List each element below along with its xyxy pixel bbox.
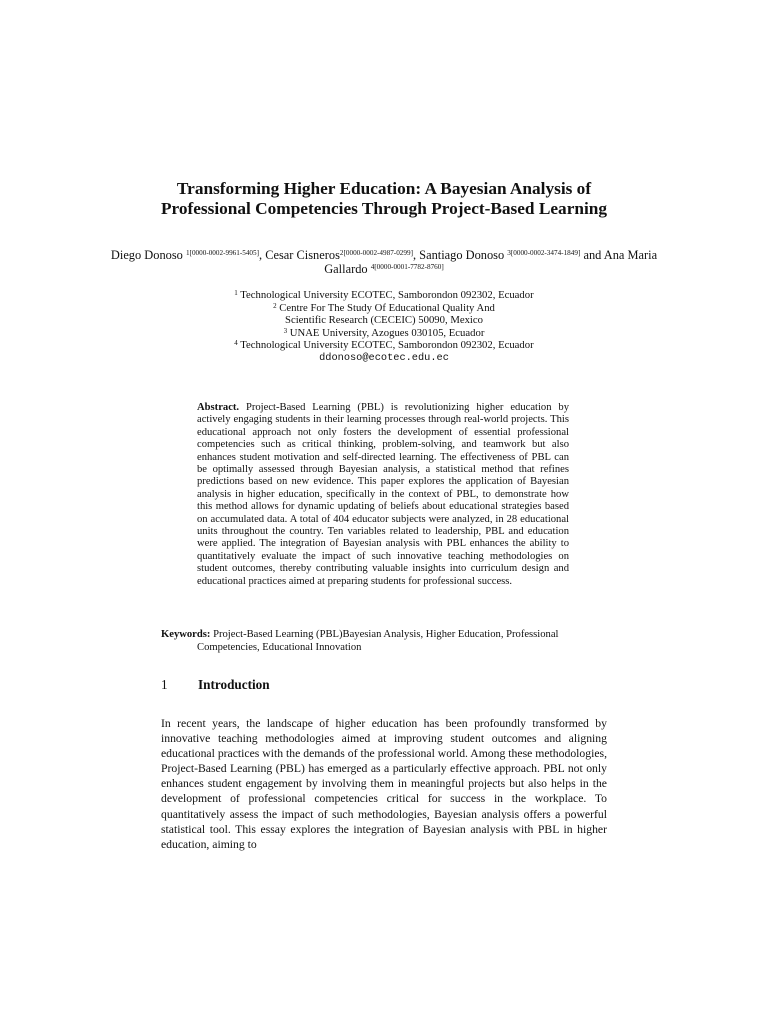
paper-title: Transforming Higher Education: A Bayesian Analysis of Professional Competencies Through Project-Based Learning [160,179,608,218]
abstract-label: Abstract. [197,402,240,413]
affiliation-marker: 3 [283,326,288,335]
author-orcid: 4[0000-0001-7782-8760] [370,263,444,271]
affiliation-line [110,289,658,302]
affiliation-marker: 4 [234,339,238,348]
affiliation-marker: 2 [273,301,277,310]
author-name: Ana Maria Gallardo [324,248,658,276]
affiliation-text: UNAE University, Azogues 030105, Ecuador [287,326,485,339]
author-name: Cesar Cisneros [265,248,340,262]
author-orcid: 3[0000-0002-3474-1849] [507,249,581,257]
affiliation-line [110,302,658,315]
author-name: Santiago Donoso [419,248,508,262]
author-name: Diego Donoso [110,248,186,262]
affiliation-text: Technological University ECOTEC, Samborondon 092302, Ecuador [237,339,534,352]
affiliation-text: Scientific Research (CECEIC) 50090, Mexico [285,314,483,327]
author-separator: , [412,248,420,262]
affiliation-line [110,327,658,340]
author-separator: and [580,248,604,262]
intro-paragraph: In recent years, the landscape of higher education has been profoundly transformed by innovative teaching methodologies aimed at improving student outcomes and aligning educational practices with the demands of the professional world. Among these methodologies, Project-Based Learning (PBL) has emerged as a particularly effective approach. PBL not only enhances student engagement by involving them in meaningful projects but also helps in the development of professional competencies critical for success in the workplace. To quantitatively assess the impact of such methodologies, Bayesian analysis offers a powerful statistical tool. This essay explores the integration of Bayesian analysis with PBL in higher education, aiming to [161,717,607,851]
affiliation-line [110,314,658,327]
author-list [110,248,658,276]
section-title: Introduction [198,677,270,692]
affiliation-list [110,289,658,365]
abstract [197,402,569,588]
author-orcid: 1[0000-0002-9961-5405] [185,249,260,257]
keywords-label: Keywords: [161,629,211,640]
affiliation-text: Technological University ECOTEC, Samborondon 092302, Ecuador [237,289,534,301]
keywords-text: Project-Based Learning (PBL)Bayesian Analysis, Higher Education, Professional Competencies, Educational Innovation [197,629,559,653]
abstract-text: Project-Based Learning (PBL) is revolutionizing higher education by actively engaging students in their learning processes through real-world projects. This educational approach not only fosters the development of essential professional competencies such as critical thinking, problem-solving, and teamwork but also enhances student motivation and self-directed learning. The effectiveness of PBL can be optimally assessed through Bayesian analysis, a statistical method that refines predictions based on new evidence. This paper explores the application of Bayesian analysis in higher education, specifically in the context of PBL, to demonstrate how this method allows for dynamic updating of beliefs about educational strategies based on accumulated data. A total of 404 educator subjects were analyzed, in 28 educational units throughout the country. Ten variables related to leadership, PBL and education were applied. The integration of Bayesian analysis with PBL enhances the ability to quantitatively evaluate the impact of such innovative teaching methodologies on student outcomes, thereby contributing valuable insights into curriculum design and educational practices aimed at preparing students for professional success. [197,402,569,587]
affiliation-text: Centre For The Study Of Educational Quality And [276,301,495,314]
section-heading [161,677,581,693]
keywords [161,629,571,655]
author-email: ddonoso@ecotec.edu.ec [319,351,449,364]
affiliation-line [110,339,658,352]
author-orcid: 2[0000-0002-4987-0299] [339,249,413,257]
author-separator: , [259,248,266,262]
section-number: 1 [161,677,168,692]
affiliation-marker: 1 [234,289,238,297]
